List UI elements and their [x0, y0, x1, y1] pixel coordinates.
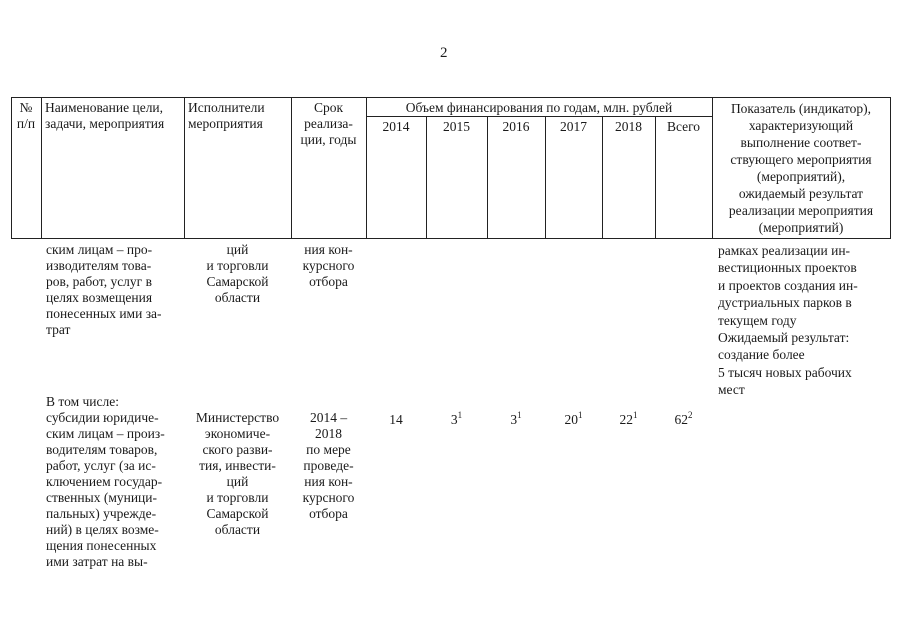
- header-indicator: Показатель (индикатор), характеризующий выполнение соответ- ствующего мероприятия (мероприятий), ожидаемый результат реализации мероприятия (мероприятий): [728, 101, 874, 235]
- block1-name: ским лицам – про- изводителям това- ров, работ, услуг в целях возмещения понесенных ими за- трат: [46, 242, 162, 337]
- header-name: Наименование цели, задачи, мероприятия: [45, 100, 165, 131]
- block2-term: 2014 – 2018 по мере проведе- ния кон- курсного отбора: [302, 410, 355, 521]
- block1-executors: ций и торговли Самарской области: [206, 242, 269, 305]
- block1-term: ния кон- курсного отбора: [302, 242, 355, 289]
- header-financing: Объем финансирования по годам, млн. рублей: [405, 100, 673, 115]
- block2-name: субсидии юридиче- ским лицам – произ- водителям товаров, работ, услуг (за ис- ключением государ- ственных (муници- пальных) учрежде- ний) в целях возме- щения понесенных ими затрат на вы-: [46, 410, 165, 569]
- block2-value-2017: $20^1$: [564, 410, 583, 427]
- header-year-2015: 2015: [443, 119, 470, 134]
- header-year-2017: 2017: [560, 119, 587, 134]
- block2-value-2014: 14: [389, 412, 403, 427]
- table-fin-subheader-line: [366, 116, 712, 117]
- header-number: № п/п: [16, 100, 36, 131]
- header-year-2018: 2018: [615, 119, 642, 134]
- block2-value-2016: $3^1$: [510, 410, 522, 427]
- table-header-bottom: [11, 238, 891, 239]
- header-year-2014: 2014: [382, 119, 410, 134]
- header-executors: Исполнители мероприятия: [188, 100, 265, 131]
- page-number: 2: [440, 45, 448, 61]
- block1-indicator: рамках реализации ин- вестиционных проектов и проектов создания ин- дустриальных парков в текущем году Ожидаемый результат: создание более 5 тысяч новых рабочих мест: [718, 243, 858, 398]
- table-vline-2: [184, 97, 185, 238]
- header-year-2016: 2016: [502, 119, 530, 134]
- table-vline-1: [41, 97, 42, 238]
- block2-value-total: $62^2$: [674, 410, 693, 427]
- block2-value-2015: $3^1$: [450, 410, 463, 427]
- block2-intro: В том числе:: [46, 394, 119, 409]
- block2-value-2018: $22^1$: [619, 410, 638, 427]
- header-total: Всего: [666, 119, 701, 134]
- table-vline-11: [890, 97, 891, 238]
- header-term: Срок реализа- ции, годы: [300, 100, 357, 147]
- table-border-top: [11, 97, 891, 98]
- block2-executors: Министерство экономиче- ского разви- тия, инвести- ций и торговли Самарской области: [195, 410, 280, 537]
